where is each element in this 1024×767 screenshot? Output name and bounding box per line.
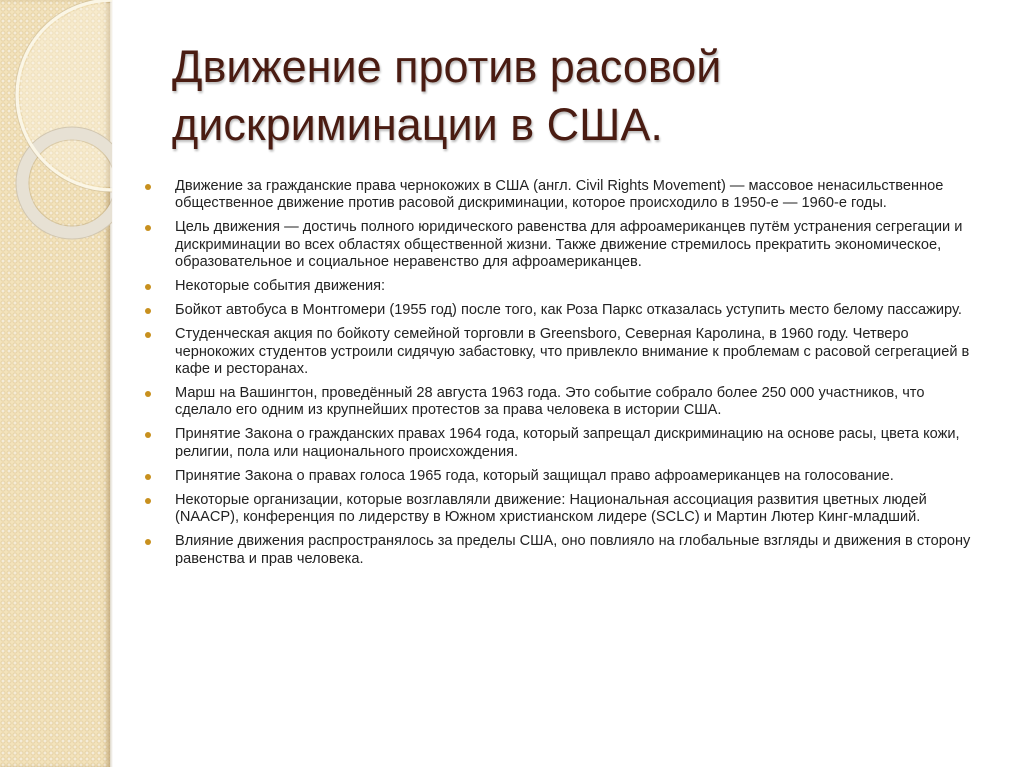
bullet-item: [140, 426, 980, 460]
bullet-dot-icon: [145, 539, 151, 545]
title-line-2: дискриминации в США.: [172, 99, 663, 150]
bullet-list: [140, 178, 980, 575]
bullet-item: [140, 468, 980, 485]
slide-title: [172, 38, 932, 154]
bullet-dot-icon: [145, 498, 151, 504]
bullet-text: Принятие Закона о правах голоса 1965 года, который защищал право афроамериканцев на голосование.: [175, 467, 894, 484]
bullet-text: Бойкот автобуса в Монтгомери (1955 год) после того, как Роза Паркс отказалась уступить место белому пассажиру.: [175, 302, 962, 319]
bullet-dot-icon: [145, 474, 151, 480]
decorative-circles-icon: [0, 0, 160, 260]
bullet-text: Принятие Закона о гражданских правах 1964 года, который запрещал дискриминацию на основе расы, цвета кожи, религии, пола или национального происхождения.: [175, 426, 960, 460]
bullet-text: Влияние движения распространялось за пределы США, оно повлияло на глобальные взгляды и движения в сторону равенства и прав человека.: [175, 533, 971, 567]
bullet-dot-icon: [145, 391, 151, 397]
bullet-text: Движение за гражданские права чернокожих в США (англ. Civil Rights Movement) — массовое ненасильственное общественное движение против расовой дискриминации, которое происходило в 1950-е — 1960-е годы.: [175, 178, 944, 212]
bullet-text: Цель движения — достичь полного юридического равенства для афроамериканцев путём устранения сегрегации и дискриминации во всех областях общественной жизни. Также движение стремилось прекратить экономическое, образовательное и социальное неравенство для афроамериканцев.: [175, 219, 963, 270]
title-line-1: Движение против расовой: [172, 41, 722, 92]
bullet-item: [140, 302, 980, 319]
bullet-item: [140, 278, 980, 295]
bullet-text: Некоторые события движения:: [175, 278, 386, 295]
bullet-dot-icon: [145, 284, 151, 290]
bullet-item: [140, 492, 980, 526]
bullet-item: [140, 385, 980, 419]
bullet-dot-icon: [145, 225, 151, 231]
bullet-item: [140, 533, 980, 567]
bullet-dot-icon: [145, 432, 151, 438]
bullet-item: [140, 326, 980, 378]
bullet-dot-icon: [145, 184, 151, 190]
bullet-dot-icon: [145, 308, 151, 314]
bullet-item: [140, 178, 980, 212]
bullet-text: Некоторые организации, которые возглавляли движение: Национальная ассоциация развития цветных людей (NAACP), конференция по лидерству в Южном христианском лидере (SCLC) и Мартин Лютер Кинг-младший.: [175, 492, 927, 526]
bullet-dot-icon: [145, 332, 151, 338]
bullet-text: Студенческая акция по бойкоту семейной торговли в Greensboro, Северная Каролина, в 1960 году. Четверо чернокожих студентов устроили сидячую забастовку, что привлекло внимание к проблемам с расовой сегрегацией в кафе и ресторанах.: [175, 326, 970, 377]
bullet-item: [140, 219, 980, 271]
bullet-text: Марш на Вашингтон, проведённый 28 августа 1963 года. Это событие собрало более 250 000 участников, что сделало его одним из крупнейших протестов за права человека в истории США.: [175, 385, 925, 419]
